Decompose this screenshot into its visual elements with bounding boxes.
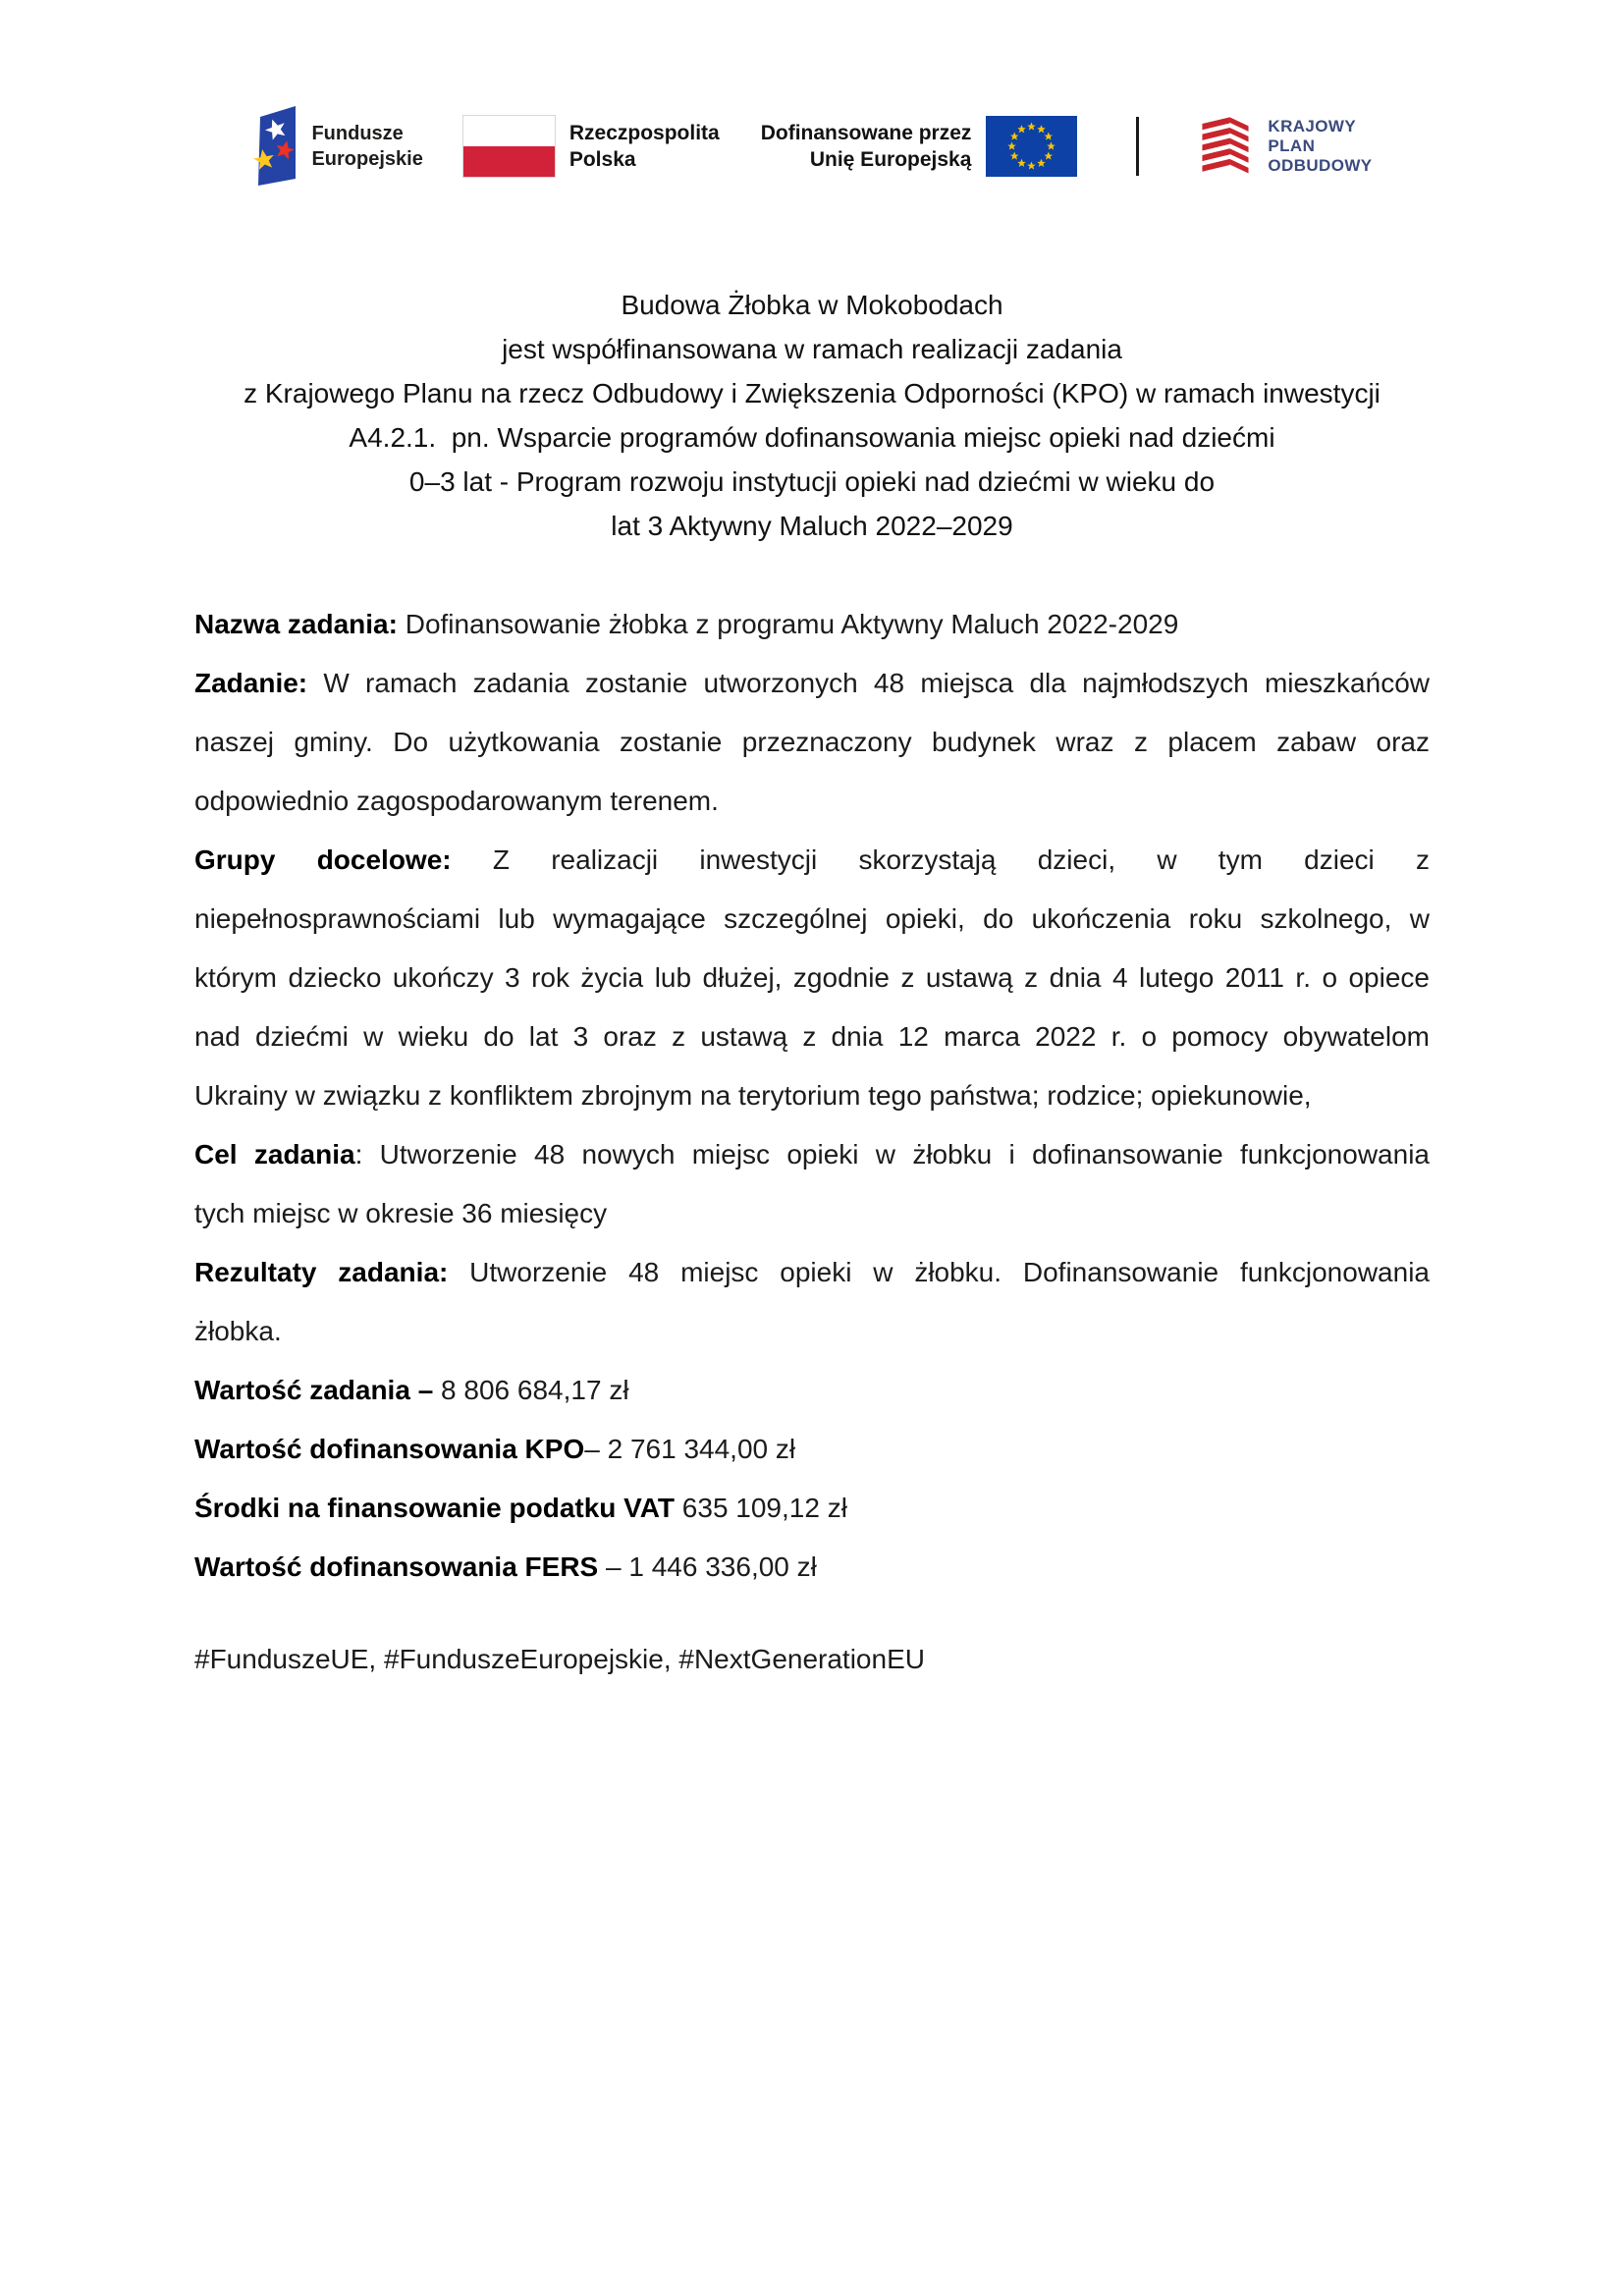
title-line-2: jest współfinansowana w ramach realizacji zadania [502,334,1122,364]
title-line-6: lat 3 Aktywny Maluch 2022–2029 [611,511,1013,541]
poland-label [569,120,720,173]
title-line-4: A4.2.1. pn. Wsparcie programów dofinansowania miejsc opieki nad dziećmi [349,422,1275,453]
value-srodki-vat: 635 109,12 zł [675,1493,847,1523]
paragraph-nazwa-zadania [194,595,1430,654]
text-rezultaty-line1: Utworzenie 48 miejsc opieki w żłobku. Dofinansowanie funkcjonowania [448,1257,1430,1287]
document-body [194,595,1430,1689]
text-rezultaty-line2: żłobka. [194,1316,282,1346]
eu-flag-icon [986,116,1077,177]
text-zadanie-line3: odpowiednio zagospodarowanym terenem. [194,786,719,816]
poland-flag-icon [462,115,556,178]
logo-fundusze-europejskie [251,104,422,189]
eu-label-line1: Dofinansowane przez [760,122,972,144]
kpo-label-line1: KRAJOWY [1268,117,1357,136]
line-wartosc-fers [194,1538,1430,1597]
text-grupy-line2: niepełnosprawnościami lub wymagające szczególnej opieki, do ukończenia roku szkolnego, w [194,903,1430,934]
label-cel-zadania: Cel zadania [194,1139,355,1170]
logo-kpo [1198,116,1372,177]
paragraph-zadanie [194,654,1430,831]
label-nazwa-zadania: Nazwa zadania: [194,609,398,639]
vertical-divider [1136,117,1139,176]
label-wartosc-fers: Wartość dofinansowania FERS [194,1551,599,1582]
value-wartosc-zadania: 8 806 684,17 zł [433,1375,629,1405]
line-wartosc-zadania [194,1361,1430,1420]
pl-label-line2: Polska [568,148,636,171]
label-wartosc-kpo: Wartość dofinansowania KPO [194,1434,585,1464]
kpo-label-line2: PLAN [1268,136,1316,155]
text-grupy-line4: nad dziećmi w wieku do lat 3 oraz z ustawą z dnia 12 marca 2022 r. o pomocy obywatelom [194,1021,1430,1052]
hashtags-line: #FunduszeUE, #FunduszeEuropejskie, #NextGenerationEU [194,1644,925,1674]
label-zadanie: Zadanie: [194,668,308,698]
value-wartosc-fers: – 1 446 336,00 zł [598,1551,817,1582]
label-wartosc-zadania: Wartość zadania – [194,1375,434,1405]
eu-label-line2: Unię Europejską [809,148,972,171]
logo-rzeczpospolita-polska [462,115,720,178]
label-grupy-docelowe: Grupy docelowe: [194,844,452,875]
title-line-1: Budowa Żłobka w Mokobodach [621,290,1003,320]
kpo-label [1268,117,1372,176]
paragraph-rezultaty [194,1243,1430,1361]
fundusze-europejskie-flag-icon [251,104,298,189]
text-nazwa-zadania: Dofinansowanie żłobka z programu Aktywny Maluch 2022-2029 [397,609,1179,639]
text-cel-line2: tych miejsc w okresie 36 miesięcy [194,1198,608,1228]
title-line-3: z Krajowego Planu na rzecz Odbudowy i Zwiększenia Odporności (KPO) w ramach inwestycji [244,378,1380,408]
text-zadanie-line1: W ramach zadania zostanie utworzonych 48 miejsca dla najmłodszych mieszkańców [307,668,1430,698]
paragraph-grupy-docelowe [194,831,1430,1125]
line-wartosc-kpo [194,1420,1430,1479]
line-srodki-vat [194,1479,1430,1538]
text-zadanie-line2: naszej gminy. Do użytkowania zostanie przeznaczony budynek wraz z placem zabaw oraz [194,727,1430,757]
logo-eu-funding [761,116,1078,177]
text-grupy-line1: Z realizacji inwestycji skorzystają dzieci, w tym dzieci z [451,844,1430,875]
label-rezultaty: Rezultaty zadania: [194,1257,449,1287]
label-srodki-vat: Środki na finansowanie podatku VAT [194,1493,676,1523]
fe-label-line2: Europejskie [311,148,423,170]
text-grupy-line5: Ukrainy w związku z konfliktem zbrojnym na terytorium tego państwa; rodzice; opiekunowie, [194,1080,1312,1111]
eu-funding-label [761,120,972,173]
value-wartosc-kpo: – 2 761 344,00 zł [584,1434,796,1464]
fundusze-europejskie-label [311,121,422,172]
text-cel-line1: : Utworzenie 48 nowych miejsc opieki w żłobku i dofinansowanie funkcjonowania [354,1139,1430,1170]
title-line-5: 0–3 lat - Program rozwoju instytucji opieki nad dziećmi w wieku do [408,466,1216,497]
paragraph-cel-zadania [194,1125,1430,1243]
kpo-label-line3: ODBUDOWY [1268,156,1373,175]
document-title [0,283,1624,548]
text-grupy-line3: którym dziecko ukończy 3 rok życia lub dłużej, zgodnie z ustawą z dnia 4 lutego 2011 r. o opiece [194,962,1430,993]
logo-strip [0,0,1624,189]
pl-label-line1: Rzeczpospolita [568,122,720,144]
fe-label-line1: Fundusze [311,123,404,144]
kpo-building-icon [1198,116,1253,177]
